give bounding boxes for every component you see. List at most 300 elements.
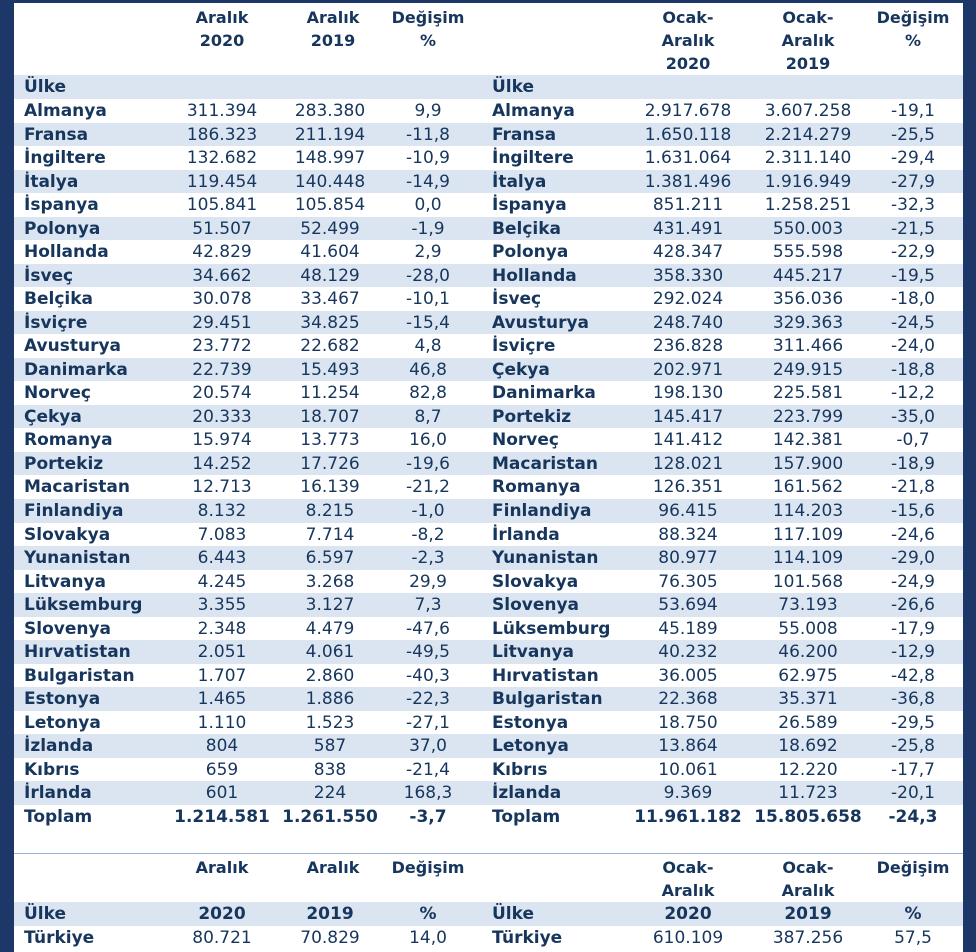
country-left: İspanya: [24, 195, 99, 216]
country-left: İsviçre: [24, 312, 88, 333]
value-right-2020: 18.750: [658, 712, 718, 733]
change-right: -12,2: [891, 383, 935, 404]
change-right: -18,0: [891, 289, 935, 310]
value-right-2020: 236.828: [652, 336, 724, 357]
country-right: Portekiz: [492, 406, 572, 427]
country-right: Kıbrıs: [492, 759, 548, 780]
value-right-2019: 329.363: [772, 312, 844, 333]
country-right: Litvanya: [492, 642, 574, 663]
value-right-2019: 249.915: [772, 359, 844, 380]
country-right: İspanya: [492, 195, 567, 216]
table-row: [14, 170, 963, 194]
value-left-2019: 52.499: [300, 218, 360, 239]
value-right-2020: 9.369: [663, 783, 713, 804]
value-left-2019: 140.448: [294, 171, 366, 192]
value-left-2019: 17.726: [300, 453, 360, 474]
change-right: -19,1: [891, 101, 935, 121]
value-left-2019: 8.215: [305, 501, 355, 521]
change-left: 46,8: [409, 359, 447, 380]
total-left-change: -3,7: [409, 807, 447, 827]
table-row: [14, 499, 963, 523]
turkey-right-2020: 610.109: [652, 928, 724, 948]
value-right-2019: 114.109: [772, 548, 844, 569]
change-left: -27,1: [406, 712, 450, 733]
change-left: 4,8: [414, 336, 442, 357]
value-right-2020: 45.189: [658, 618, 718, 639]
value-left-2020: 186.323: [186, 124, 258, 145]
change-left: 9,9: [414, 101, 442, 121]
value-left-2019: 13.773: [300, 430, 360, 451]
value-left-2019: 148.997: [294, 148, 366, 169]
value-right-2019: 223.799: [772, 406, 844, 427]
country-left: Almanya: [24, 101, 107, 121]
bottom-header-left-col2: Aralık: [306, 858, 360, 877]
value-left-2020: 7.083: [197, 524, 247, 545]
statistics-table-sheet: [14, 3, 963, 952]
value-left-2020: 51.507: [192, 218, 252, 239]
change-left: 82,8: [409, 383, 447, 404]
country-right: Almanya: [492, 101, 575, 121]
country-left: Slovenya: [24, 618, 112, 639]
table-header: [14, 3, 963, 75]
bottom-header: [14, 854, 963, 902]
value-right-2020: 13.864: [658, 736, 718, 757]
country-left: İtalya: [24, 171, 79, 192]
value-left-2020: 3.355: [197, 595, 247, 616]
value-left-2019: 6.597: [305, 548, 355, 569]
change-right: -25,8: [891, 736, 935, 757]
country-right: Letonya: [492, 736, 569, 757]
change-right: -17,7: [891, 759, 935, 780]
value-right-2020: 431.491: [652, 218, 724, 239]
table-row: [14, 217, 963, 241]
value-left-2019: 22.682: [300, 336, 360, 357]
change-left: -2,3: [411, 548, 445, 569]
change-left: -10,1: [406, 289, 450, 310]
country-right: Yunanistan: [492, 548, 599, 569]
country-left: İzlanda: [24, 736, 94, 757]
change-right: -27,9: [891, 171, 935, 192]
country-right: Slovakya: [492, 571, 579, 592]
value-left-2019: 15.493: [300, 359, 360, 380]
country-left: Hırvatistan: [24, 642, 131, 663]
value-left-2020: 20.333: [192, 406, 252, 427]
value-left-2020: 29.451: [192, 312, 252, 333]
change-right: -17,9: [891, 618, 935, 639]
country-right: Hollanda: [492, 265, 577, 286]
table-row: [14, 687, 963, 711]
table-row: [14, 546, 963, 570]
value-left-2020: 659: [205, 759, 239, 780]
turkey-row: [14, 926, 963, 952]
change-right: -12,9: [891, 642, 935, 663]
value-left-2019: 7.714: [305, 524, 355, 545]
bottom-sub-right-col3: %: [904, 904, 922, 924]
value-left-2019: 2.860: [305, 665, 355, 686]
change-left: -1,9: [411, 218, 445, 239]
country-left: İngiltere: [24, 148, 106, 169]
value-right-2020: 126.351: [652, 477, 724, 498]
table-row: [14, 428, 963, 452]
country-left: Macaristan: [24, 477, 130, 498]
header-left-col1: Aralık 2020: [195, 8, 249, 50]
value-right-2019: 3.607.258: [764, 101, 852, 121]
change-right: -29,0: [891, 548, 935, 569]
country-left: Estonya: [24, 689, 101, 710]
value-left-2020: 2.051: [197, 642, 247, 663]
change-left: 16,0: [409, 430, 447, 451]
country-left: Slovakya: [24, 524, 111, 545]
change-left: -49,5: [406, 642, 450, 663]
value-right-2020: 36.005: [658, 665, 718, 686]
value-right-2020: 1.650.118: [644, 124, 732, 145]
change-left: 0,0: [414, 195, 442, 216]
table-row: [14, 334, 963, 358]
table-row: [14, 287, 963, 311]
change-right: -26,6: [891, 595, 935, 616]
value-right-2019: 114.203: [772, 501, 844, 521]
change-right: -24,5: [891, 312, 935, 333]
value-left-2019: 48.129: [300, 265, 360, 286]
value-right-2020: 88.324: [658, 524, 718, 545]
table-row: [14, 452, 963, 476]
value-right-2019: 550.003: [772, 218, 844, 239]
value-right-2020: 80.977: [658, 548, 718, 569]
change-right: -25,5: [891, 124, 935, 145]
change-left: -14,9: [406, 171, 450, 192]
value-left-2020: 30.078: [192, 289, 252, 310]
country-left: Polonya: [24, 218, 101, 239]
change-left: -28,0: [406, 265, 450, 286]
bottom-sub-right-col1: 2020: [664, 904, 712, 924]
change-left: -15,4: [406, 312, 450, 333]
country-left: Bulgaristan: [24, 665, 135, 686]
total-label-left: Toplam: [24, 807, 93, 827]
change-left: -1,0: [411, 501, 445, 521]
bottom-sub-left-col2: 2019: [306, 904, 354, 924]
value-left-2020: 119.454: [186, 171, 258, 192]
value-right-2019: 1.258.251: [764, 195, 852, 216]
change-left: 7,3: [414, 595, 442, 616]
country-right: Lüksemburg: [492, 618, 611, 639]
value-left-2020: 42.829: [192, 242, 252, 263]
value-left-2019: 211.194: [294, 124, 366, 145]
value-left-2020: 8.132: [197, 501, 247, 521]
value-right-2020: 76.305: [658, 571, 718, 592]
value-left-2020: 804: [205, 736, 239, 757]
change-right: -18,8: [891, 359, 935, 380]
value-left-2019: 838: [313, 759, 347, 780]
bottom-header-right-col1: Ocak- Aralık: [661, 858, 715, 900]
value-right-2019: 157.900: [772, 453, 844, 474]
header-right-col2: Ocak- Aralık 2019: [781, 8, 835, 73]
country-left: Litvanya: [24, 571, 106, 592]
table-row: [14, 123, 963, 147]
country-right: Estonya: [492, 712, 569, 733]
change-left: -19,6: [406, 453, 450, 474]
change-right: -29,5: [891, 712, 935, 733]
value-left-2019: 34.825: [300, 312, 360, 333]
table-row: [14, 617, 963, 641]
bottom-country-label-right: Ülke: [492, 904, 535, 924]
value-right-2019: 101.568: [772, 571, 844, 592]
country-right: Macaristan: [492, 453, 598, 474]
country-label-left: Ülke: [24, 77, 67, 97]
table-row: [14, 405, 963, 429]
header-right-col3: Değişim %: [876, 8, 950, 50]
value-left-2019: 4.479: [305, 618, 355, 639]
table-row: [14, 734, 963, 758]
country-right: Polonya: [492, 242, 569, 263]
turkey-left-2020: 80.721: [192, 928, 252, 948]
value-left-2020: 12.713: [192, 477, 252, 498]
change-left: 37,0: [409, 736, 447, 757]
bottom-sub-left-col3: %: [419, 904, 437, 924]
value-left-2020: 20.574: [192, 383, 252, 404]
change-right: -24,0: [891, 336, 935, 357]
table-row: [14, 758, 963, 782]
value-right-2019: 2.311.140: [764, 148, 852, 169]
value-right-2019: 2.214.279: [764, 124, 852, 145]
bottom-sub-left-col1: 2020: [198, 904, 246, 924]
value-right-2020: 2.917.678: [644, 101, 732, 121]
country-left: Lüksemburg: [24, 595, 143, 616]
table-row: [14, 358, 963, 382]
country-right: Danimarka: [492, 383, 596, 404]
value-left-2020: 2.348: [197, 618, 247, 639]
change-left: -10,9: [406, 148, 450, 169]
change-right: -21,8: [891, 477, 935, 498]
value-left-2019: 3.268: [305, 571, 355, 592]
country-left: Danimarka: [24, 359, 128, 380]
bottom-country-label-left: Ülke: [24, 904, 67, 924]
change-right: -0,7: [896, 430, 930, 451]
country-left: Letonya: [24, 712, 101, 733]
total-right-change: -24,3: [888, 807, 938, 827]
value-left-2019: 18.707: [300, 406, 360, 427]
value-left-2020: 4.245: [197, 571, 247, 592]
change-right: -42,8: [891, 665, 935, 686]
value-right-2020: 22.368: [658, 689, 718, 710]
value-right-2020: 248.740: [652, 312, 724, 333]
value-right-2019: 555.598: [772, 242, 844, 263]
change-right: -24,6: [891, 524, 935, 545]
value-right-2019: 26.589: [778, 712, 838, 733]
total-left-2019: 1.261.550: [282, 807, 378, 827]
value-left-2019: 41.604: [300, 242, 360, 263]
turkey-label-left: Türkiye: [24, 928, 95, 948]
value-right-2019: 311.466: [772, 336, 844, 357]
value-left-2020: 22.739: [192, 359, 252, 380]
value-left-2019: 16.139: [300, 477, 360, 498]
bottom-sub-right-col2: 2019: [784, 904, 832, 924]
country-right: İtalya: [492, 171, 547, 192]
total-left-2020: 1.214.581: [174, 807, 270, 827]
table-row: [14, 240, 963, 264]
change-right: -20,1: [891, 783, 935, 804]
country-left: Portekiz: [24, 453, 104, 474]
change-left: -11,8: [406, 124, 450, 145]
value-right-2020: 10.061: [658, 759, 718, 780]
value-right-2020: 40.232: [658, 642, 718, 663]
change-left: -8,2: [411, 524, 445, 545]
value-left-2020: 1.110: [197, 712, 247, 733]
table-row: [14, 640, 963, 664]
value-right-2019: 12.220: [778, 759, 838, 780]
value-left-2019: 1.523: [305, 712, 355, 733]
value-right-2020: 198.130: [652, 383, 724, 404]
value-right-2019: 117.109: [772, 524, 844, 545]
country-right: Çekya: [492, 359, 550, 380]
country-right: Bulgaristan: [492, 689, 603, 710]
country-left: Avusturya: [24, 336, 122, 357]
table-row: [14, 381, 963, 405]
value-left-2020: 34.662: [192, 265, 252, 286]
change-left: -22,3: [406, 689, 450, 710]
value-left-2019: 33.467: [300, 289, 360, 310]
value-right-2020: 851.211: [652, 195, 724, 216]
header-left-col3: Değişim %: [391, 8, 465, 50]
value-left-2020: 311.394: [186, 101, 258, 121]
change-left: -21,4: [406, 759, 450, 780]
table-row: [14, 711, 963, 735]
change-right: -32,3: [891, 195, 935, 216]
country-right: Finlandiya: [492, 501, 592, 521]
change-right: -18,9: [891, 453, 935, 474]
value-right-2020: 292.024: [652, 289, 724, 310]
value-left-2020: 6.443: [197, 548, 247, 569]
table-row: [14, 593, 963, 617]
change-right: -15,6: [891, 501, 935, 521]
country-right: Fransa: [492, 124, 557, 145]
change-left: -21,2: [406, 477, 450, 498]
value-right-2020: 128.021: [652, 453, 724, 474]
value-left-2020: 14.252: [192, 453, 252, 474]
value-left-2020: 601: [205, 783, 239, 804]
value-right-2019: 11.723: [778, 783, 838, 804]
table-row: [14, 264, 963, 288]
turkey-right-change: 57,5: [894, 928, 932, 948]
country-left: Hollanda: [24, 242, 109, 263]
total-row: [14, 805, 963, 829]
value-right-2020: 141.412: [652, 430, 724, 451]
value-right-2019: 35.371: [778, 689, 838, 710]
value-left-2020: 132.682: [186, 148, 258, 169]
value-right-2019: 73.193: [778, 595, 838, 616]
value-left-2019: 11.254: [300, 383, 360, 404]
value-right-2019: 1.916.949: [764, 171, 852, 192]
value-right-2019: 62.975: [778, 665, 838, 686]
table-row: [14, 570, 963, 594]
value-right-2019: 356.036: [772, 289, 844, 310]
turkey-label-right: Türkiye: [492, 928, 563, 948]
country-label-right: Ülke: [492, 77, 535, 97]
country-right: Norveç: [492, 430, 559, 451]
country-right: Romanya: [492, 477, 581, 498]
value-left-2019: 105.854: [294, 195, 366, 216]
country-right: İsveç: [492, 289, 542, 310]
value-left-2019: 1.886: [305, 689, 355, 710]
bottom-subheader-row: [14, 902, 963, 926]
value-right-2020: 1.631.064: [644, 148, 732, 169]
change-right: -35,0: [891, 406, 935, 427]
value-left-2019: 3.127: [305, 595, 355, 616]
turkey-left-2019: 70.829: [300, 928, 360, 948]
bottom-header-right-col2: Ocak- Aralık: [781, 858, 835, 900]
change-left: 8,7: [414, 406, 442, 427]
value-left-2019: 587: [313, 736, 347, 757]
value-right-2020: 358.330: [652, 265, 724, 286]
value-right-2019: 445.217: [772, 265, 844, 286]
total-right-2020: 11.961.182: [634, 807, 742, 827]
value-left-2019: 4.061: [305, 642, 355, 663]
country-left: Romanya: [24, 430, 113, 451]
turkey-right-2019: 387.256: [772, 928, 844, 948]
table-row: [14, 311, 963, 335]
table-row: [14, 523, 963, 547]
country-left: Norveç: [24, 383, 91, 404]
value-right-2020: 1.381.496: [644, 171, 732, 192]
change-right: -19,5: [891, 265, 935, 286]
change-right: -22,9: [891, 242, 935, 263]
country-left: Fransa: [24, 124, 89, 145]
turkey-left-change: 14,0: [409, 928, 447, 948]
country-left: İsveç: [24, 265, 74, 286]
change-right: -36,8: [891, 689, 935, 710]
country-right: İzlanda: [492, 783, 562, 804]
country-left: Finlandiya: [24, 501, 124, 521]
value-right-2020: 202.971: [652, 359, 724, 380]
value-left-2019: 224: [313, 783, 347, 804]
bottom-header-left-col3: Değişim: [391, 858, 465, 877]
change-left: 2,9: [414, 242, 442, 263]
bottom-header-left-col1: Aralık: [195, 858, 249, 877]
value-left-2020: 15.974: [192, 430, 252, 451]
change-left: -47,6: [406, 618, 450, 639]
change-left: 168,3: [403, 783, 453, 804]
value-right-2019: 46.200: [778, 642, 838, 663]
value-left-2020: 1.465: [197, 689, 247, 710]
value-right-2019: 18.692: [778, 736, 838, 757]
country-label-row: [14, 75, 963, 99]
country-left: Çekya: [24, 406, 82, 427]
bottom-header-right-col3: Değişim: [876, 858, 950, 877]
value-right-2020: 96.415: [658, 501, 718, 521]
value-right-2019: 161.562: [772, 477, 844, 498]
country-right: İsviçre: [492, 336, 556, 357]
value-left-2020: 23.772: [192, 336, 252, 357]
header-left-col2: Aralık 2019: [306, 8, 360, 50]
table-row: [14, 664, 963, 688]
table-row: [14, 781, 963, 805]
value-right-2020: 428.347: [652, 242, 724, 263]
change-left: -40,3: [406, 665, 450, 686]
country-right: Slovenya: [492, 595, 580, 616]
country-right: Belçika: [492, 218, 561, 239]
table-row: [14, 146, 963, 170]
total-label-right: Toplam: [492, 807, 561, 827]
country-right: Hırvatistan: [492, 665, 599, 686]
country-left: Yunanistan: [24, 548, 131, 569]
value-left-2020: 105.841: [186, 195, 258, 216]
country-right: İngiltere: [492, 148, 574, 169]
section-gap: [14, 829, 963, 853]
value-left-2019: 283.380: [294, 101, 366, 121]
value-right-2019: 55.008: [778, 618, 838, 639]
change-right: -21,5: [891, 218, 935, 239]
table-row: [14, 475, 963, 499]
value-right-2020: 53.694: [658, 595, 718, 616]
